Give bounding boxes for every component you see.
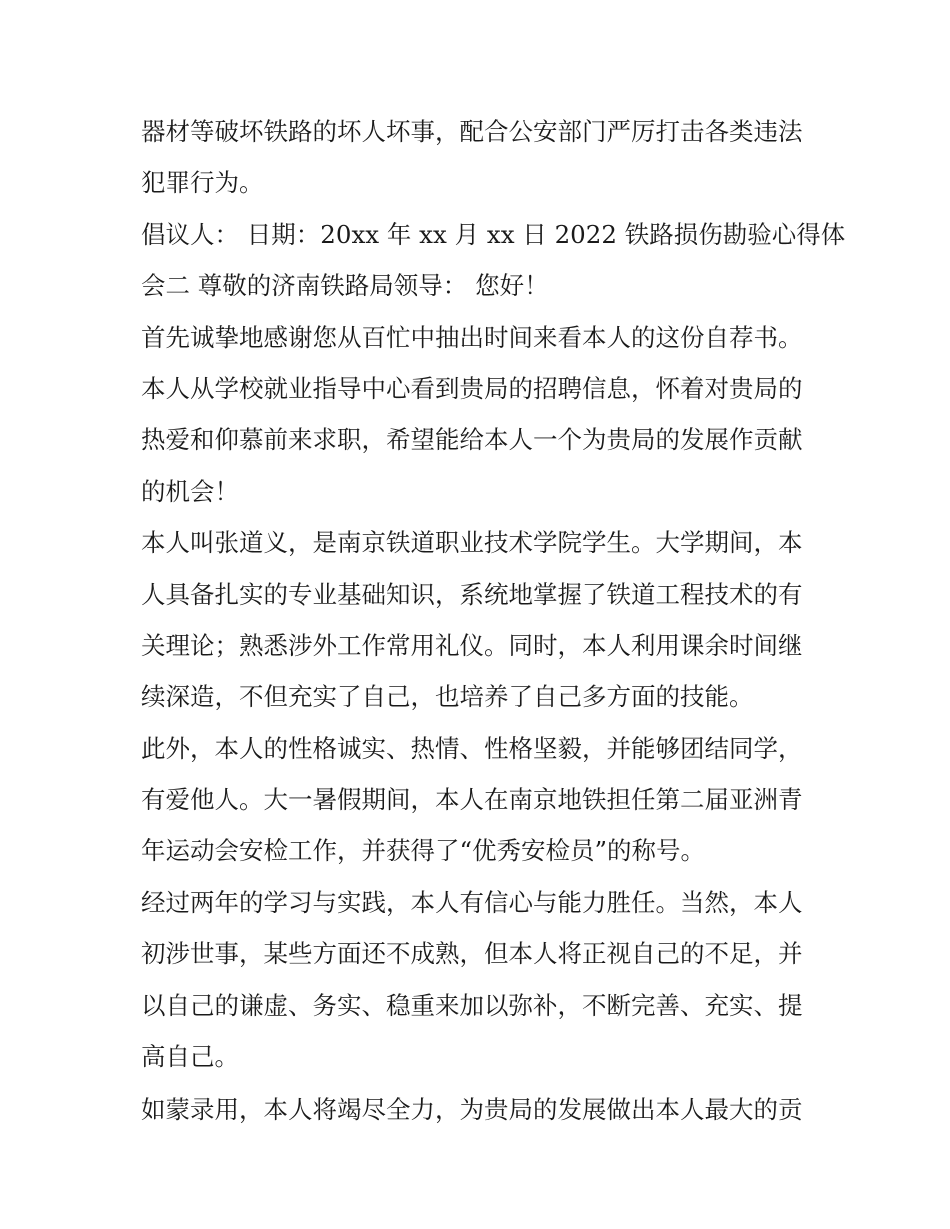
text-line: 本人叫张道义，是南京铁道职业技术学院学生。大学期间，本 [141,528,803,558]
text-line: 以自己的谦虚、务实、稳重来加以弥补，不断完善、充实、提 [141,990,803,1020]
text-line: 年运动会安检工作，并获得了“优秀安检员”的称号。 [141,836,706,866]
text-line: 的机会！ [141,476,239,506]
text-line: 器材等破坏铁路的坏人坏事，配合公安部门严厉打击各类违法 [141,117,803,146]
text-line: 热爱和仰慕前来求职，希望能给本人一个为贵局的发展作贡献 [141,425,803,455]
text-line: 犯罪行为。 [141,168,264,198]
text-line: 初涉世事，某些方面还不成熟，但本人将正视自己的不足，并 [141,939,803,969]
text-line: 有爱他人。大一暑假期间，本人在南京地铁担任第二届亚洲青 [141,785,803,815]
text-line: 会二 尊敬的济南铁路局领导： 您好！ [141,271,549,301]
text-line: 关理论；熟悉涉外工作常用礼仪。同时，本人利用课余时间继 [141,630,803,660]
text-line: 经过两年的学习与实践，本人有信心与能力胜任。当然，本人 [141,887,803,917]
text-line: 倡议人： 日期：20xx 年 xx 月 xx 日 2022 铁路损伤勘验心得体 [141,219,846,249]
text-line: 如蒙录用，本人将竭尽全力，为贵局的发展做出本人最大的贡 [141,1095,803,1125]
text-line: 此外，本人的性格诚实、热情、性格坚毅，并能够团结同学， [141,733,803,763]
text-line: 本人从学校就业指导中心看到贵局的招聘信息，怀着对贵局的 [141,373,803,403]
text-line: 首先诚挚地感谢您从百忙中抽出时间来看本人的这份自荐书。 [141,322,803,352]
text-line: 续深造，不但充实了自己，也培养了自己多方面的技能。 [141,682,754,712]
document-body [141,106,846,1136]
text-line: 高自己。 [141,1042,239,1072]
text-line: 人具备扎实的专业基础知识，系统地掌握了铁道工程技术的有 [141,579,803,609]
